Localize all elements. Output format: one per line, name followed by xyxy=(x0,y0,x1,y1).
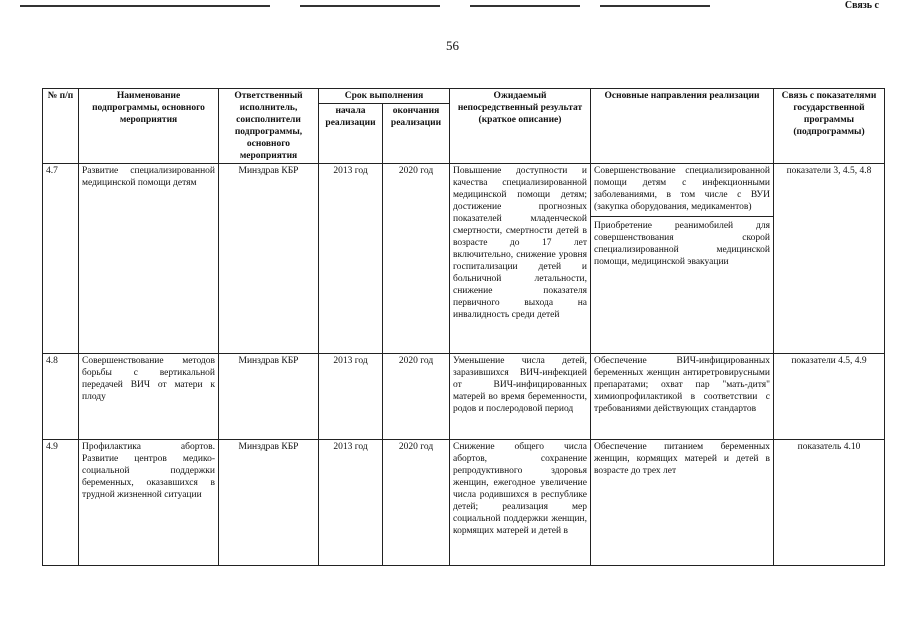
row-result: Снижение общего числа абортов, сохранение репродуктивного здоровья женщин, ежегодное увеличение числа родившихся в республике детей; реализация мер социальной поддержки женщин, кормящих матерей и детей в xyxy=(450,440,591,566)
row-start: 2013 год xyxy=(319,354,383,440)
row-name: Развитие специализированной медицинской помощи детям xyxy=(79,164,219,354)
row-result: Повышение доступности и качества специализированной медицинской помощи детям; достижение прогнозных показателей младенческой смертности, смертности детей в возрасте до 17 лет включительно, снижение уровня госпитализации детей и больничной летальности, снижение показателя первичного выхода на инвалидность среди детей xyxy=(450,164,591,354)
row-end: 2020 год xyxy=(383,440,450,566)
row-num: 4.8 xyxy=(43,354,79,440)
header-directions: Основные направления реализации xyxy=(591,89,774,164)
row-executor: Минздрав КБР xyxy=(219,440,319,566)
row-directions: Обеспечение питанием беременных женщин, кормящих матерей и детей в возрасте до трех лет xyxy=(591,440,774,566)
row-directions xyxy=(591,164,774,354)
direction-item: Совершенствование специализированной помощи детям с инфекционными заболеваниями, в том числе с ВУИ (закупка оборудования, медикаментов) xyxy=(594,166,770,212)
row-directions: Обеспечение ВИЧ-инфицированных беременных женщин антиретровирусными препаратами; охват пар "мать-дитя" химиопрофилактикой в соответствии с требованиями действующих стандартов xyxy=(591,354,774,440)
header-result: Ожидаемый непосредственный результат (краткое описание) xyxy=(450,89,591,164)
header-period: Срок выполнения xyxy=(319,89,450,104)
header-executor: Ответственный исполнитель, соисполнители подпрограммы, основного мероприятия xyxy=(219,89,319,164)
header-rule xyxy=(600,5,710,7)
table-row xyxy=(43,164,885,354)
header-link: Связь с показателями государственной программы (подпрограммы) xyxy=(774,89,885,164)
page-number: 56 xyxy=(446,38,459,53)
row-name: Совершенствование методов борьбы с вертикальной передачей ВИЧ от матери к плоду xyxy=(79,354,219,440)
header-num: № п/п xyxy=(43,89,79,164)
header-start: начала реализации xyxy=(319,104,383,164)
row-link: показатель 4.10 xyxy=(774,440,885,566)
table-row xyxy=(43,440,885,566)
header-name: Наименование подпрограммы, основного мероприятия xyxy=(79,89,219,164)
row-num: 4.9 xyxy=(43,440,79,566)
row-executor: Минздрав КБР xyxy=(219,354,319,440)
program-table xyxy=(42,88,885,566)
header-fragment: Связь с xyxy=(844,0,879,11)
row-link: показатели 4.5, 4.9 xyxy=(774,354,885,440)
row-name: Профилактика абортов. Развитие центров медико-социальной поддержки беременных, оказавшихся в трудной жизненной ситуации xyxy=(79,440,219,566)
row-end: 2020 год xyxy=(383,354,450,440)
direction-item: Приобретение реанимобилей для совершенствования скорой специализированной медицинской помощи, медицинской эвакуации xyxy=(591,216,773,268)
row-executor: Минздрав КБР xyxy=(219,164,319,354)
row-end: 2020 год xyxy=(383,164,450,354)
row-num: 4.7 xyxy=(43,164,79,354)
row-link: показатели 3, 4.5, 4.8 xyxy=(774,164,885,354)
row-start: 2013 год xyxy=(319,440,383,566)
header-rule xyxy=(20,5,270,7)
row-start: 2013 год xyxy=(319,164,383,354)
header-rule xyxy=(300,5,440,7)
table-row xyxy=(43,354,885,440)
header-end: окончания реализации xyxy=(383,104,450,164)
header-rule xyxy=(470,5,580,7)
row-result: Уменьшение числа детей, заразившихся ВИЧ-инфекцией от ВИЧ-инфицированных матерей во время беременности, родов и послеродовой период xyxy=(450,354,591,440)
